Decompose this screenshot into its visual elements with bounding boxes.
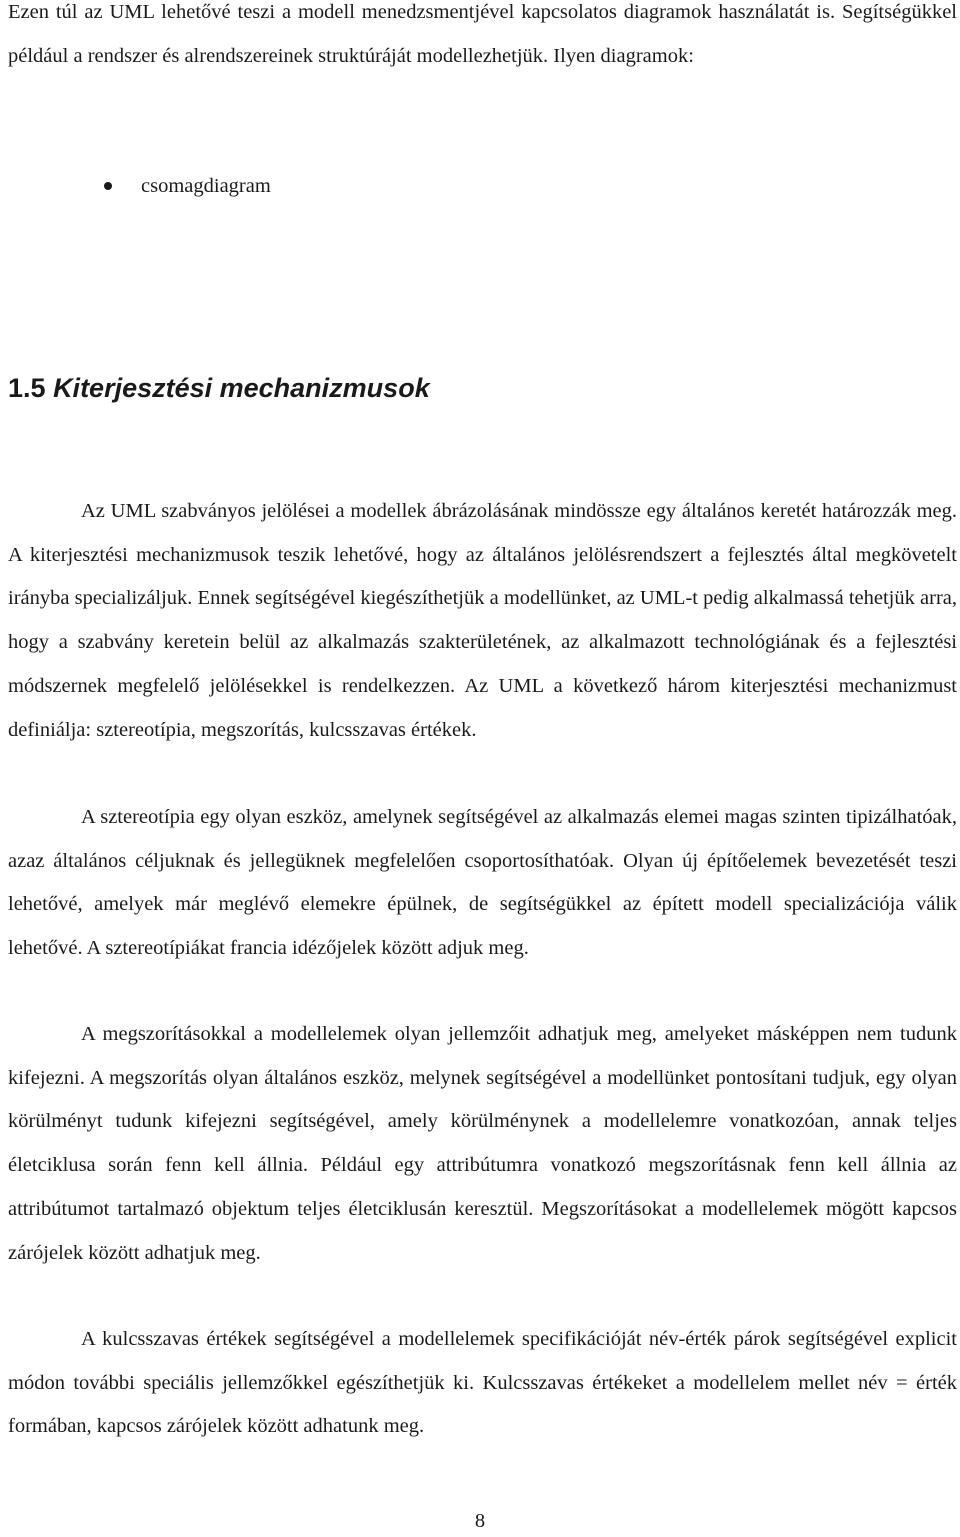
section-title: Kiterjesztési mechanizmusok	[53, 373, 430, 403]
bullet-list-item	[8, 164, 608, 208]
body-paragraph-constraint: A megszorításokkal a modellelemek olyan jellemzőit adhatjuk meg, amelyeket másképpen nem tudunk kifejezni. A megszorítás olyan általános eszköz, melynek segítségével a modellünket pontosítani tudjuk, egy olyan körülményt tudunk kifejezni segítségével, amely körülménynek a modellelemre vonatkozóan, annak teljes életciklusa során fenn kell állnia. Például egy attribútumra vonatkozó megszorításnak fenn kell állnia az attribútumot tartalmazó objektum teljes életciklusán keresztül. Megszorításokat a modellelemek mögött kapcsos zárójelek között adhatjuk meg.	[8, 1023, 957, 1264]
page-number: 8	[474, 1510, 486, 1532]
intro-paragraph: Ezen túl az UML lehetővé teszi a modell menedzsmentjével kapcsolatos diagramok használatát is. Segítségükkel például a rendszer és alrendszereinek struktúráját modellezhetjük. Ilyen diagramok:	[8, 1, 957, 67]
bullet-item-text: csomagdiagram	[141, 175, 271, 197]
body-paragraph-tagged-values: A kulcsszavas értékek segítségével a modellelemek specifikációját név-érték párok segítségével explicit módon további speciális jellemzőkkel egészíthetjük ki. Kulcsszavas értékeket a modellelem mellet név = érték formában, kapcsos zárójelek között adhatunk meg.	[8, 1328, 957, 1438]
section-number: 1.5	[8, 373, 46, 403]
body-paragraph-extensions: Az UML szabványos jelölései a modellek ábrázolásának mindössze egy általános keretét határozzák meg. A kiterjesztési mechanizmusok teszik lehetővé, hogy az általános jelölésrendszert a fejlesztés által megkövetelt irányba specializáljuk. Ennek segítségével kiegészíthetjük a modellünket, az UML-t pedig alkalmassá tehetjük arra, hogy a szabvány keretein belül az alkalmazás szakterületének, az alkalmazott technológiának és a fejlesztési módszernek megfelelő jelölésekkel is rendelkezzen. Az UML a következő három kiterjesztési mechanizmust definiálja: sztereotípia, megszorítás, kulcsszavas értékek.	[8, 500, 957, 741]
bullet-dot-icon	[104, 182, 112, 190]
body-paragraph-stereotype: A sztereotípia egy olyan eszköz, amelynek segítségével az alkalmazás elemei magas szinten tipizálhatóak, azaz általános céljuknak és jellegüknek megfelelően csoportosíthatóak. Olyan új építőelemek bevezetését teszi lehetővé, amelyek már meglévő elemekre épülnek, de segítségükkel az épített modell specializációja válik lehetővé. A sztereotípiákat francia idézőjelek között adjuk meg.	[8, 806, 957, 960]
section-heading	[8, 366, 430, 410]
